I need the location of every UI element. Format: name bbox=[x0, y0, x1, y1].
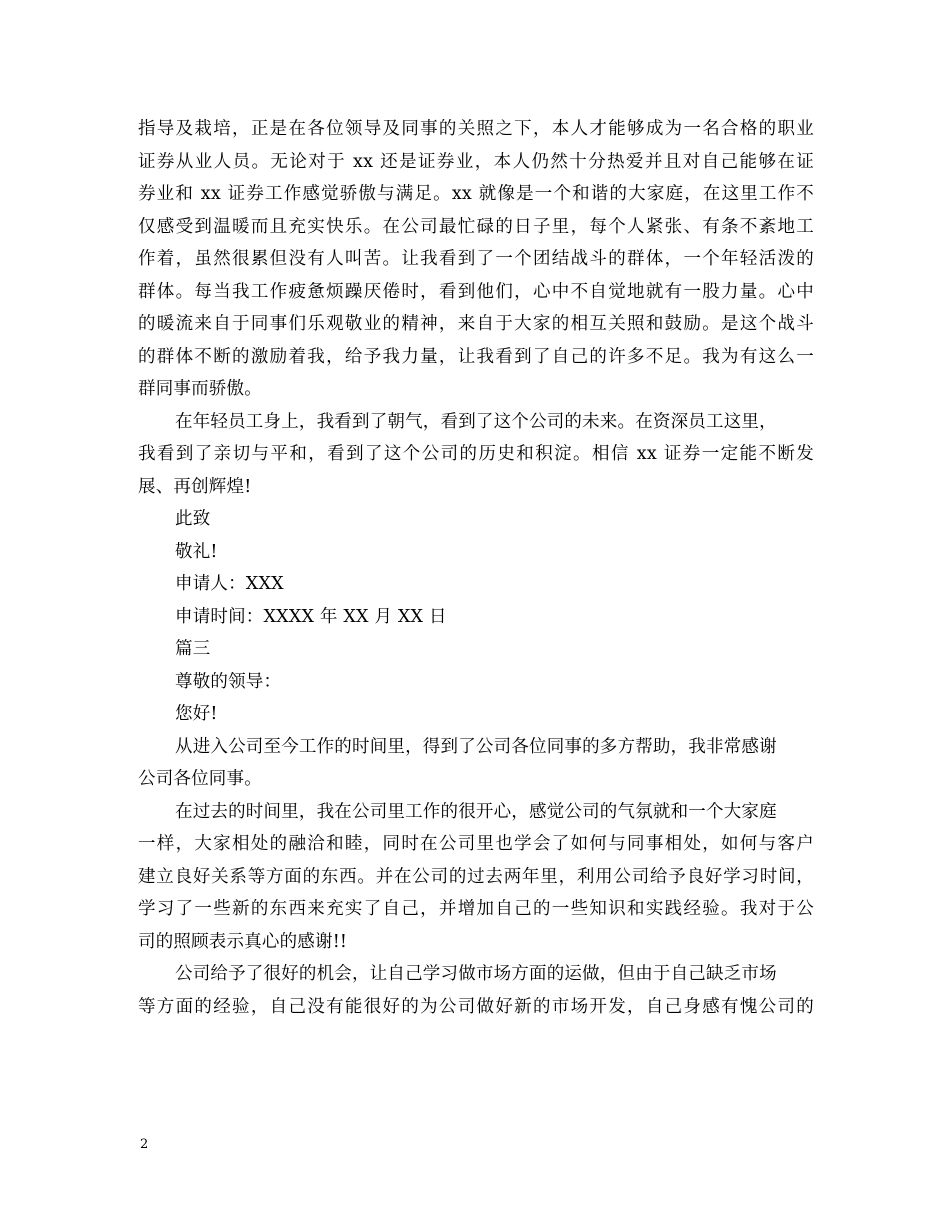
document-body bbox=[138, 113, 814, 1023]
page-number: 2 bbox=[140, 1137, 149, 1152]
text-line: 建立良好关系等方面的东西。并在公司的过去两年里，利用公司给予良好学习时间， bbox=[138, 866, 814, 887]
text-line: 司的照顾表示真心的感谢!! bbox=[138, 931, 348, 952]
text-line: 券业和 xx 证券工作感觉骄傲与满足。xx 就像是一个和谐的大家庭，在这里工作不 bbox=[138, 184, 814, 204]
text-line: 学习了一些新的东西来充实了自己，并增加自己的一些知识和实践经验。我对于公 bbox=[138, 899, 814, 919]
application-date-line: 申请时间：XXXX 年 XX 月 XX 日 bbox=[175, 606, 447, 627]
section-heading: 篇三 bbox=[175, 639, 211, 659]
text-line: 我看到了亲切与平和，看到了这个公司的历史和积淀。相信 xx 证券一定能不断发 bbox=[138, 444, 814, 464]
text-line: 展、再创辉煌! bbox=[138, 476, 252, 497]
text-line: 一样，大家相处的融洽和睦，同时在公司里也学会了如何与同事相处，如何与客户 bbox=[138, 834, 814, 854]
text-line: 仅感受到温暖而且充实快乐。在公司最忙碌的日子里，每个人紧张、有条不紊地工 bbox=[138, 216, 814, 237]
salutation-line: 敬礼! bbox=[175, 541, 218, 562]
paragraph-start-line: 在过去的时间里，我在公司里工作的很开心，感觉公司的气氛就和一个大家庭 bbox=[175, 801, 777, 822]
text-line: 等方面的经验，自己没有能很好的为公司做好新的市场开发，自己身感有愧公司的 bbox=[138, 996, 814, 1017]
text-line: 群同事而骄傲。 bbox=[138, 379, 262, 399]
closing-line: 此致 bbox=[175, 509, 211, 529]
text-line: 证券从业人员。无论对于 xx 还是证券业，本人仍然十分热爱并且对自己能够在证 bbox=[138, 151, 814, 172]
greeting-line: 您好! bbox=[175, 704, 218, 724]
greeting-line: 尊敬的领导： bbox=[175, 671, 282, 692]
text-line: 的群体不断的激励着我，给予我力量，让我看到了自己的许多不足。我为有这么一 bbox=[138, 346, 814, 367]
text-line: 作着，虽然很累但没有人叫苦。让我看到了一个团结战斗的群体，一个年轻活泼的 bbox=[138, 249, 814, 269]
paragraph-start-line: 公司给予了很好的机会，让自己学习做市场方面的运做，但由于自己缺乏市场 bbox=[175, 964, 777, 984]
text-line: 公司各位同事。 bbox=[138, 769, 262, 789]
paragraph-start-line: 在年轻员工身上，我看到了朝气，看到了这个公司的未来。在资深员工这里， bbox=[175, 411, 777, 432]
applicant-line: 申请人：XXX bbox=[175, 574, 284, 594]
text-line: 指导及栽培，正是在各位领导及同事的关照之下，本人才能够成为一名合格的职业 bbox=[138, 119, 814, 139]
text-line: 群体。每当我工作疲惫烦躁厌倦时，看到他们，心中不自觉地就有一股力量。心中 bbox=[138, 281, 814, 302]
text-line: 的暖流来自于同事们乐观敬业的精神，来自于大家的相互关照和鼓励。是这个战斗 bbox=[138, 314, 814, 334]
paragraph-start-line: 从进入公司至今工作的时间里，得到了公司各位同事的多方帮助，我非常感谢 bbox=[175, 736, 777, 757]
